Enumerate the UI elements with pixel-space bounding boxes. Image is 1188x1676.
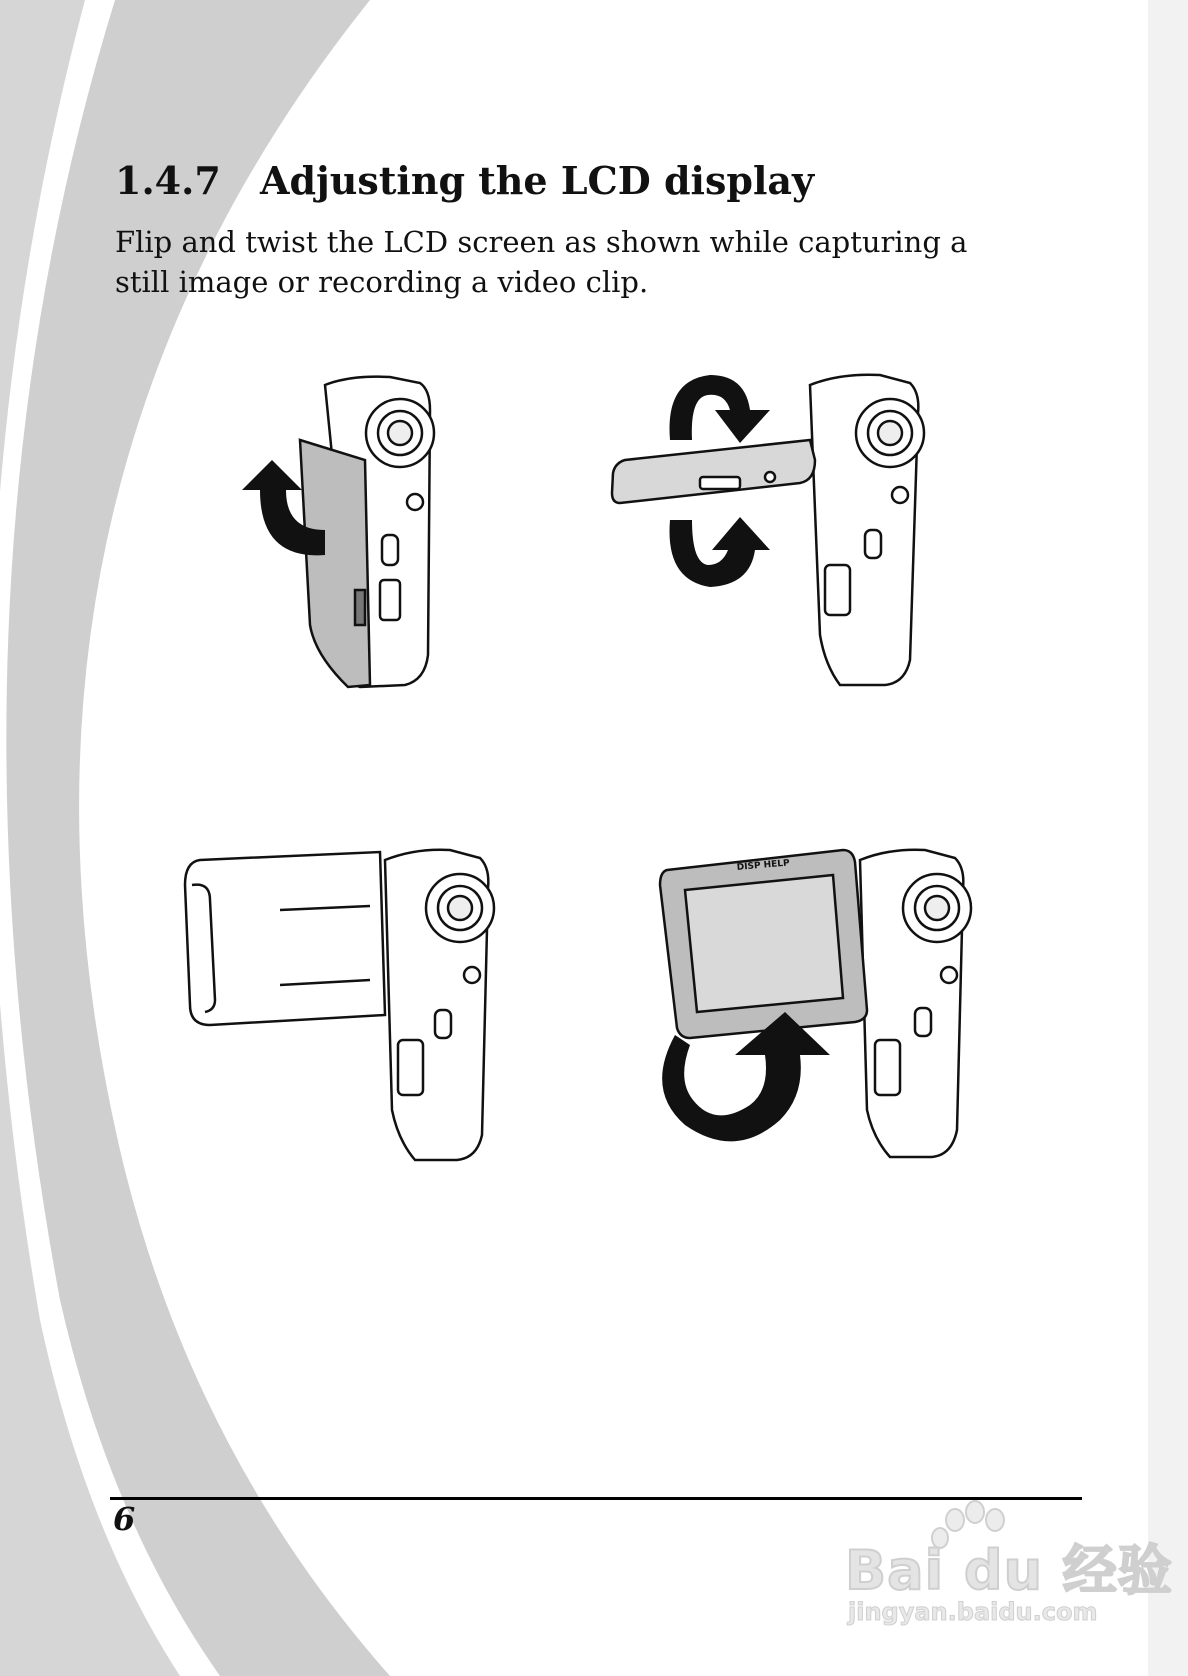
section-body-text: Flip and twist the LCD screen as shown while capturing a still image or recording a video clip. xyxy=(115,225,968,299)
figure-lcd-rotate xyxy=(610,365,970,695)
figure-lcd-twist xyxy=(655,840,1015,1170)
watermark-brand: Bai du 经验 xyxy=(845,1539,1173,1602)
rotate-arrow-bottom-icon xyxy=(670,517,771,587)
figure-lcd-open xyxy=(180,840,540,1170)
page-number: 6 xyxy=(113,1500,136,1538)
section-number: 1.4.7 xyxy=(115,158,221,203)
lcd-label-text: DISP HELP xyxy=(736,858,791,873)
figure-flip-open xyxy=(230,365,470,695)
section-heading xyxy=(115,158,814,203)
right-margin-strip xyxy=(1148,0,1188,1676)
rotate-arrow-top-icon xyxy=(670,375,771,443)
watermark-url: jingyan.baidu.com xyxy=(848,1598,1098,1626)
section-title: Adjusting the LCD display xyxy=(260,158,815,203)
